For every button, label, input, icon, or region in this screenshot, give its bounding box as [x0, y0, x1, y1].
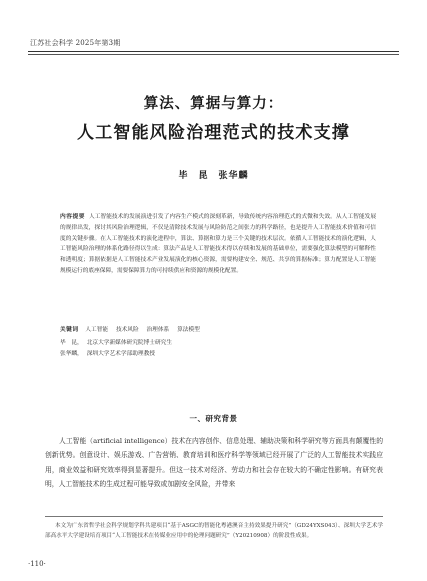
- affiliation: [60, 339, 376, 348]
- keywords-label: 关键词: [60, 327, 79, 333]
- journal-header: 江苏社会科学 2025年第3期: [30, 39, 121, 47]
- body-paragraph: 人工智能（artificial intelligence）技术在内容创作、信息处理、辅助决策和科学研究等方面具有颠覆性的创新优势。创意设计、娱乐游戏、广告营销、教育培训和医疗科学等领域已经开展了广泛的人工智能技术实践应用，商业效益和研究效率得到显著提升。但这一技术对经济、劳动力和社会存在较大的不确定性影响。有研究表明，人工智能技术的生成过程可能导致或加剧安全风险，并带来: [45, 437, 383, 488]
- keyword-item: 算法模型: [177, 327, 200, 333]
- keyword-item: 技术风险: [115, 327, 139, 333]
- header-rule-thick: [28, 51, 399, 52]
- title-line-2: 人工智能风险治理范式的技术支撑: [77, 123, 350, 143]
- affiliation-desc: 北京大学新媒体研究院博士研究生: [86, 340, 173, 346]
- page-number: ·110·: [28, 560, 46, 568]
- keyword-item: 治理体系: [146, 327, 170, 333]
- affiliation-desc: 深圳大学艺术学部助理教授: [86, 351, 155, 357]
- footnote-rule: [45, 516, 383, 517]
- affiliation-name: 毕 昆，: [60, 340, 83, 346]
- abstract-label: 内容提要: [60, 214, 85, 220]
- affiliation: [60, 350, 376, 359]
- keyword-item: 人工智能: [85, 327, 109, 333]
- section-heading: 一、研究背景: [189, 414, 238, 423]
- footnote: 本文为广东省哲学社会科学规划学科共建项目“基于ASGC的智能化粤港澳音主持效果提升研究”（GD24YXS043）、深圳大学艺术学部高水平大学建设培育项目“人工智能技术在传媒业应用中的伦理问题研究”（Y20210908）的阶段性成果。: [45, 523, 383, 539]
- title-line-1: 算法、算据与算力：: [143, 95, 284, 112]
- header-rule-thin: [28, 54, 399, 55]
- abstract-text: 人工智能技术的发展演进引发了内容生产模式的深刻革新，导致传统内容治理范式的式微和失效。从人工智能发展的规律出发，探讨其风险治理逻辑，不仅是清除技术发展与风险防范之间张力的科学路径，也是提升人工智能技术价值和可信度的关键步骤。在人工智能技术的演化进程中，算法、算据和算力是三个关键的技术层次。依循人工智能技术的演化逻辑，人工智能风险治理的体系化路径得以生成：算法产品是人工智能技术得以存续和发展的基础单位，需要强化算法模型的可解释性和透明度；算据依据是人工智能技术产业发展演化的核心资源，需要构建安全、规范、共享的算据标准；算力配置是人工智能规模运行的底座保障，需要保障算力的可持续供应和资源的规模化配置。: [60, 214, 377, 274]
- authors: 毕 昆 张华麟: [178, 171, 249, 181]
- affiliation-name: 张华麟，: [60, 351, 83, 357]
- keywords: [60, 325, 376, 335]
- abstract: [60, 212, 376, 277]
